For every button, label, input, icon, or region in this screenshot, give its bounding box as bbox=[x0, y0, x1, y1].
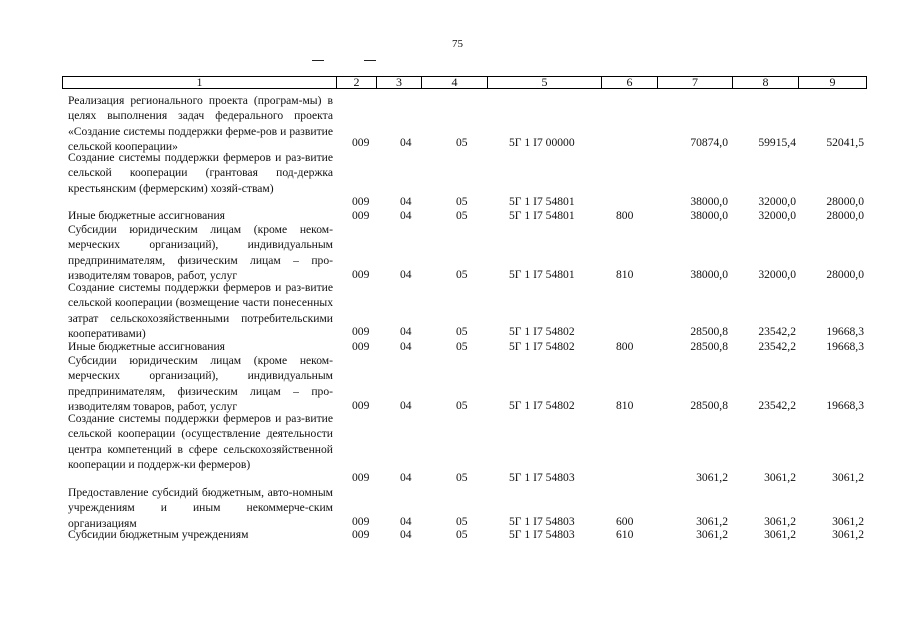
cell-year-1: 38000,0 bbox=[690, 268, 728, 281]
cell-grbs: 009 bbox=[352, 340, 370, 353]
cell-razdel: 04 bbox=[400, 136, 412, 149]
cell-razdel: 04 bbox=[400, 340, 412, 353]
cell-year-3: 19668,3 bbox=[826, 325, 864, 338]
row-description: Создание системы поддержки фермеров и раз-витие сельской кооперации (возмещение части понесенных затрат сельскохозяйственными потребительскими кооперативами) bbox=[68, 281, 333, 341]
cell-year-2: 3061,2 bbox=[764, 528, 796, 541]
cell-vr: 610 bbox=[616, 528, 634, 541]
cell-grbs: 009 bbox=[352, 471, 370, 484]
row-description: Иные бюджетные ассигнования bbox=[68, 209, 225, 222]
cell-podrazdel: 05 bbox=[456, 471, 468, 484]
cell-grbs: 009 bbox=[352, 136, 370, 149]
cell-vr: 600 bbox=[616, 515, 634, 528]
cell-razdel: 04 bbox=[400, 268, 412, 281]
cell-podrazdel: 05 bbox=[456, 195, 468, 208]
cell-csr: 5Г 1 I7 54803 bbox=[509, 528, 575, 541]
cell-year-1: 28500,8 bbox=[690, 399, 728, 412]
cell-year-2: 32000,0 bbox=[758, 268, 796, 281]
header-cell: 2 bbox=[337, 77, 377, 88]
cell-csr: 5Г 1 I7 54801 bbox=[509, 195, 575, 208]
row-description: Создание системы поддержки фермеров и раз-витие сельской кооперации (осуществление деятельности центра компетенций в сфере сельскохозяйственной кооперации и поддерж-ки фермеров) bbox=[68, 412, 333, 472]
cell-vr: 800 bbox=[616, 209, 634, 222]
cell-year-2: 59915,4 bbox=[758, 136, 796, 149]
header-cell: 5 bbox=[488, 77, 602, 88]
cell-year-2: 23542,2 bbox=[758, 399, 796, 412]
table-header bbox=[62, 76, 867, 89]
cell-year-3: 19668,3 bbox=[826, 399, 864, 412]
cell-csr: 5Г 1 I7 54802 bbox=[509, 399, 575, 412]
row-description: Иные бюджетные ассигнования bbox=[68, 340, 225, 353]
cell-razdel: 04 bbox=[400, 195, 412, 208]
cell-razdel: 04 bbox=[400, 209, 412, 222]
cell-podrazdel: 05 bbox=[456, 340, 468, 353]
row-description: Предоставление субсидий бюджетным, авто-номным учреждениям и иным некоммерче-ским организациям bbox=[68, 486, 333, 530]
header-cell: 9 bbox=[829, 75, 836, 89]
page-number: 75 bbox=[452, 38, 463, 50]
cell-year-1: 28500,8 bbox=[690, 325, 728, 338]
cell-razdel: 04 bbox=[400, 471, 412, 484]
cell-podrazdel: 05 bbox=[456, 528, 468, 541]
cell-csr: 5Г 1 I7 00000 bbox=[509, 136, 575, 149]
cell-year-1: 38000,0 bbox=[690, 195, 728, 208]
cell-year-3: 28000,0 bbox=[826, 209, 864, 222]
cell-grbs: 009 bbox=[352, 515, 370, 528]
header-cell: 1 bbox=[63, 77, 337, 88]
cell-year-3: 3061,2 bbox=[832, 471, 864, 484]
header-cell: 6 bbox=[602, 77, 658, 88]
cell-year-3: 52041,5 bbox=[826, 136, 864, 149]
cell-podrazdel: 05 bbox=[456, 325, 468, 338]
cell-year-3: 28000,0 bbox=[826, 268, 864, 281]
cell-csr: 5Г 1 I7 54801 bbox=[509, 209, 575, 222]
cell-grbs: 009 bbox=[352, 325, 370, 338]
cell-year-3: 3061,2 bbox=[832, 528, 864, 541]
cell-razdel: 04 bbox=[400, 528, 412, 541]
cell-razdel: 04 bbox=[400, 515, 412, 528]
cell-grbs: 009 bbox=[352, 209, 370, 222]
cell-year-3: 19668,3 bbox=[826, 340, 864, 353]
cell-podrazdel: 05 bbox=[456, 268, 468, 281]
header-dash bbox=[364, 60, 376, 61]
cell-year-2: 3061,2 bbox=[764, 515, 796, 528]
cell-vr: 810 bbox=[616, 268, 634, 281]
cell-year-3: 3061,2 bbox=[832, 515, 864, 528]
cell-razdel: 04 bbox=[400, 325, 412, 338]
cell-podrazdel: 05 bbox=[456, 399, 468, 412]
cell-year-1: 3061,2 bbox=[696, 528, 728, 541]
row-description: Субсидии юридическим лицам (кроме неком-мерческих организаций), индивидуальным предпринимателям, физическим лицам – про-изводителям товаров, работ, услуг bbox=[68, 223, 333, 283]
cell-csr: 5Г 1 I7 54803 bbox=[509, 515, 575, 528]
cell-year-3: 28000,0 bbox=[826, 195, 864, 208]
cell-csr: 5Г 1 I7 54802 bbox=[509, 340, 575, 353]
cell-year-1: 3061,2 bbox=[696, 471, 728, 484]
cell-grbs: 009 bbox=[352, 399, 370, 412]
cell-year-1: 3061,2 bbox=[696, 515, 728, 528]
cell-year-2: 32000,0 bbox=[758, 209, 796, 222]
cell-grbs: 009 bbox=[352, 268, 370, 281]
header-dash bbox=[312, 60, 324, 61]
cell-csr: 5Г 1 I7 54801 bbox=[509, 268, 575, 281]
row-description: Реализация регионального проекта (програм-мы) в целях выполнения задач федерального проекта «Создание системы поддержки ферме-ров и развитие сельской кооперации» bbox=[68, 94, 333, 154]
row-description: Создание системы поддержки фермеров и раз-витие сельской кооперации (грантовая под-держка крестьянским (фермерским) хозяй-ствам) bbox=[68, 151, 333, 195]
cell-grbs: 009 bbox=[352, 195, 370, 208]
header-cell: 4 bbox=[422, 77, 488, 88]
cell-year-2: 32000,0 bbox=[758, 195, 796, 208]
cell-year-1: 28500,8 bbox=[690, 340, 728, 353]
cell-year-2: 23542,2 bbox=[758, 325, 796, 338]
cell-csr: 5Г 1 I7 54802 bbox=[509, 325, 575, 338]
cell-csr: 5Г 1 I7 54803 bbox=[509, 471, 575, 484]
cell-grbs: 009 bbox=[352, 528, 370, 541]
row-description: Субсидии бюджетным учреждениям bbox=[68, 528, 249, 541]
header-cell: 7 bbox=[658, 77, 733, 88]
cell-year-1: 38000,0 bbox=[690, 209, 728, 222]
cell-podrazdel: 05 bbox=[456, 136, 468, 149]
cell-year-2: 23542,2 bbox=[758, 340, 796, 353]
cell-razdel: 04 bbox=[400, 399, 412, 412]
cell-year-1: 70874,0 bbox=[690, 136, 728, 149]
header-cell: 8 bbox=[733, 77, 799, 88]
cell-year-2: 3061,2 bbox=[764, 471, 796, 484]
cell-vr: 810 bbox=[616, 399, 634, 412]
cell-podrazdel: 05 bbox=[456, 515, 468, 528]
cell-podrazdel: 05 bbox=[456, 209, 468, 222]
cell-vr: 800 bbox=[616, 340, 634, 353]
header-cell: 3 bbox=[377, 77, 422, 88]
row-description: Субсидии юридическим лицам (кроме неком-мерческих организаций), индивидуальным предпринимателям, физическим лицам – про-изводителям товаров, работ, услуг bbox=[68, 354, 333, 414]
